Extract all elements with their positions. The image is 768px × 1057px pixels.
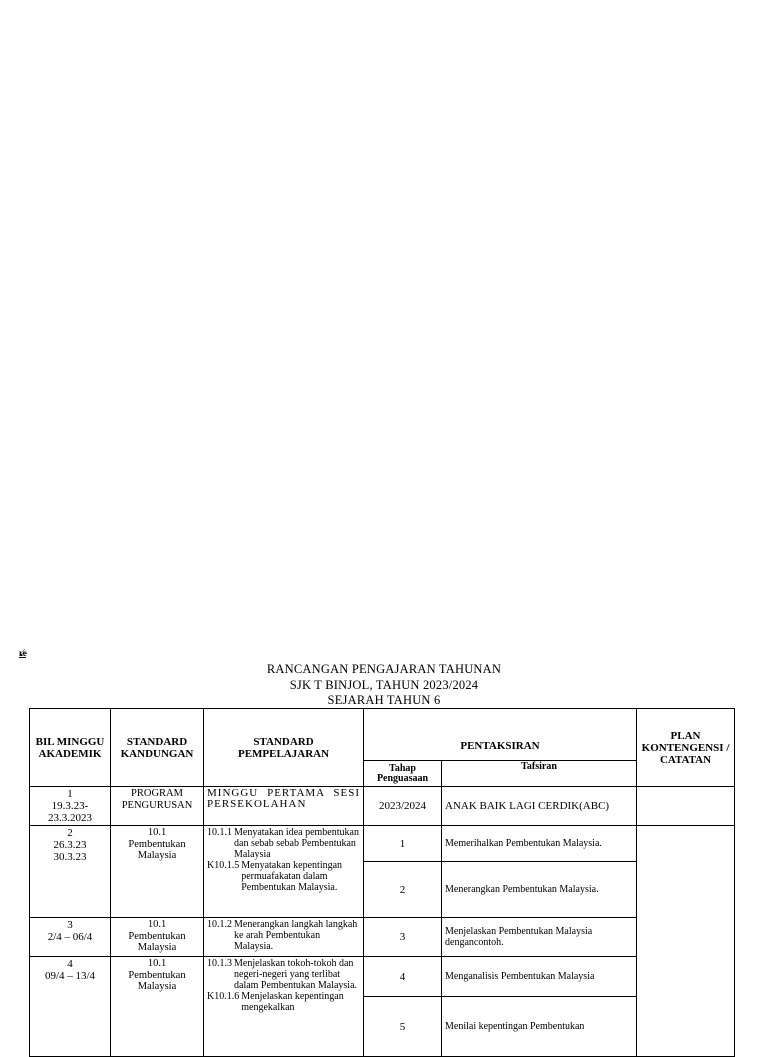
- tafsiran-cell: Menilai kepentingan Pembentukan: [442, 997, 637, 1057]
- table-row: [30, 826, 735, 862]
- header-row: [30, 709, 735, 761]
- standard-kandungan-cell: 10.1 Pembentukan Malaysia: [111, 826, 204, 918]
- sp-code: 10.1.2: [207, 919, 232, 930]
- heading-school: SJK T BINJOL, TAHUN 2023/2024: [289, 677, 479, 692]
- plan-cell: [637, 787, 735, 826]
- sp-item: [207, 860, 360, 893]
- sp-code: 10.1.3: [207, 958, 232, 969]
- document-heading: [0, 662, 768, 709]
- header-tahap-penguasaan: Tahap Penguasaan: [364, 761, 442, 787]
- week-cell: 4 09/4 – 13/4: [30, 957, 111, 1057]
- sp-code: K10.1.6: [207, 991, 240, 1002]
- sp-item: [207, 991, 360, 1013]
- header-standard-pempelajaran: STANDARD PEMPELAJARAN: [204, 709, 364, 787]
- tafsiran-cell: ANAK BAIK LAGI CERDIK(ABC): [442, 787, 637, 826]
- week-cell: 3 2/4 – 06/4: [30, 918, 111, 957]
- sp-item: [207, 827, 360, 860]
- lesson-plan-table: [29, 708, 735, 1057]
- heading-title: RANCANGAN PENGAJARAN TAHUNAN: [266, 662, 502, 676]
- standard-kandungan-cell: 10.1 Pembentukan Malaysia: [111, 918, 204, 957]
- header-pentaksiran: PENTAKSIRAN: [364, 709, 637, 761]
- tafsiran-cell: Menganalisis Pembentukan Malaysia: [442, 957, 637, 997]
- standard-kandungan-cell: 10.1 Pembentukan Malaysia: [111, 957, 204, 1057]
- table-row: [30, 787, 735, 826]
- sp-item: [207, 919, 360, 952]
- sp-text: Menerangkan langkah langkah ke arah Pembentukan Malaysia.: [234, 919, 358, 952]
- tafsiran-cell: Memerihalkan Pembentukan Malaysia.: [442, 826, 637, 862]
- sp-code: K10.1.5: [207, 860, 240, 871]
- tahap-cell: 3: [364, 918, 442, 957]
- week-cell: 2 26.3.23 30.3.23: [30, 826, 111, 918]
- sp-text: Menjelaskan tokoh-tokoh dan negeri-negeri yang terlibat dalam Pembentukan Malaysia.: [234, 958, 358, 991]
- sp-text: Menyatakan kepentingan permuafakatan dalam Pembentukan Malaysia.: [241, 860, 343, 893]
- header-plan-kontengensi: PLAN KONTENGENSI / CATATAN: [637, 709, 735, 787]
- standard-kandungan-cell: PROGRAM PENGURUSAN: [111, 787, 204, 826]
- tafsiran-cell: Menjelaskan Pembentukan Malaysia dengancontoh.: [442, 918, 637, 957]
- standard-pempelajaran-cell: [204, 787, 364, 826]
- tahap-cell: 2: [364, 862, 442, 918]
- week-cell: 1 19.3.23- 23.3.2023: [30, 787, 111, 826]
- standard-pempelajaran-cell: [204, 957, 364, 1057]
- table-row: [30, 918, 735, 957]
- table-row: [30, 957, 735, 997]
- tahap-cell: 5: [364, 997, 442, 1057]
- sp-text: Menyatakan idea pembentukan dan sebab sebab Pembentukan Malaysia: [234, 827, 359, 860]
- sp-item: [207, 958, 360, 991]
- sp-text: MINGGU PERTAMA SESI PERSEKOLAHAN: [207, 787, 360, 810]
- heading-subject: SEJARAH TAHUN 6: [327, 693, 441, 707]
- header-bil-minggu: BIL MINGGU AKADEMIK: [30, 709, 111, 787]
- tafsiran-cell: Menerangkan Pembentukan Malaysia.: [442, 862, 637, 918]
- sp-text: Menjelaskan kepentingan mengekalkan: [241, 991, 344, 1013]
- sp-code: 10.1.1: [207, 827, 232, 838]
- header-tafsiran: Tafsiran: [442, 761, 637, 787]
- standard-pempelajaran-cell: [204, 918, 364, 957]
- plan-cell: [637, 826, 735, 1057]
- tahap-cell: 2023/2024: [364, 787, 442, 826]
- tahap-cell: 1: [364, 826, 442, 862]
- header-standard-kandungan: STANDARD KANDUNGAN: [111, 709, 204, 787]
- corner-mark: ıǽ: [19, 648, 26, 658]
- standard-pempelajaran-cell: [204, 826, 364, 918]
- tahap-cell: 4: [364, 957, 442, 997]
